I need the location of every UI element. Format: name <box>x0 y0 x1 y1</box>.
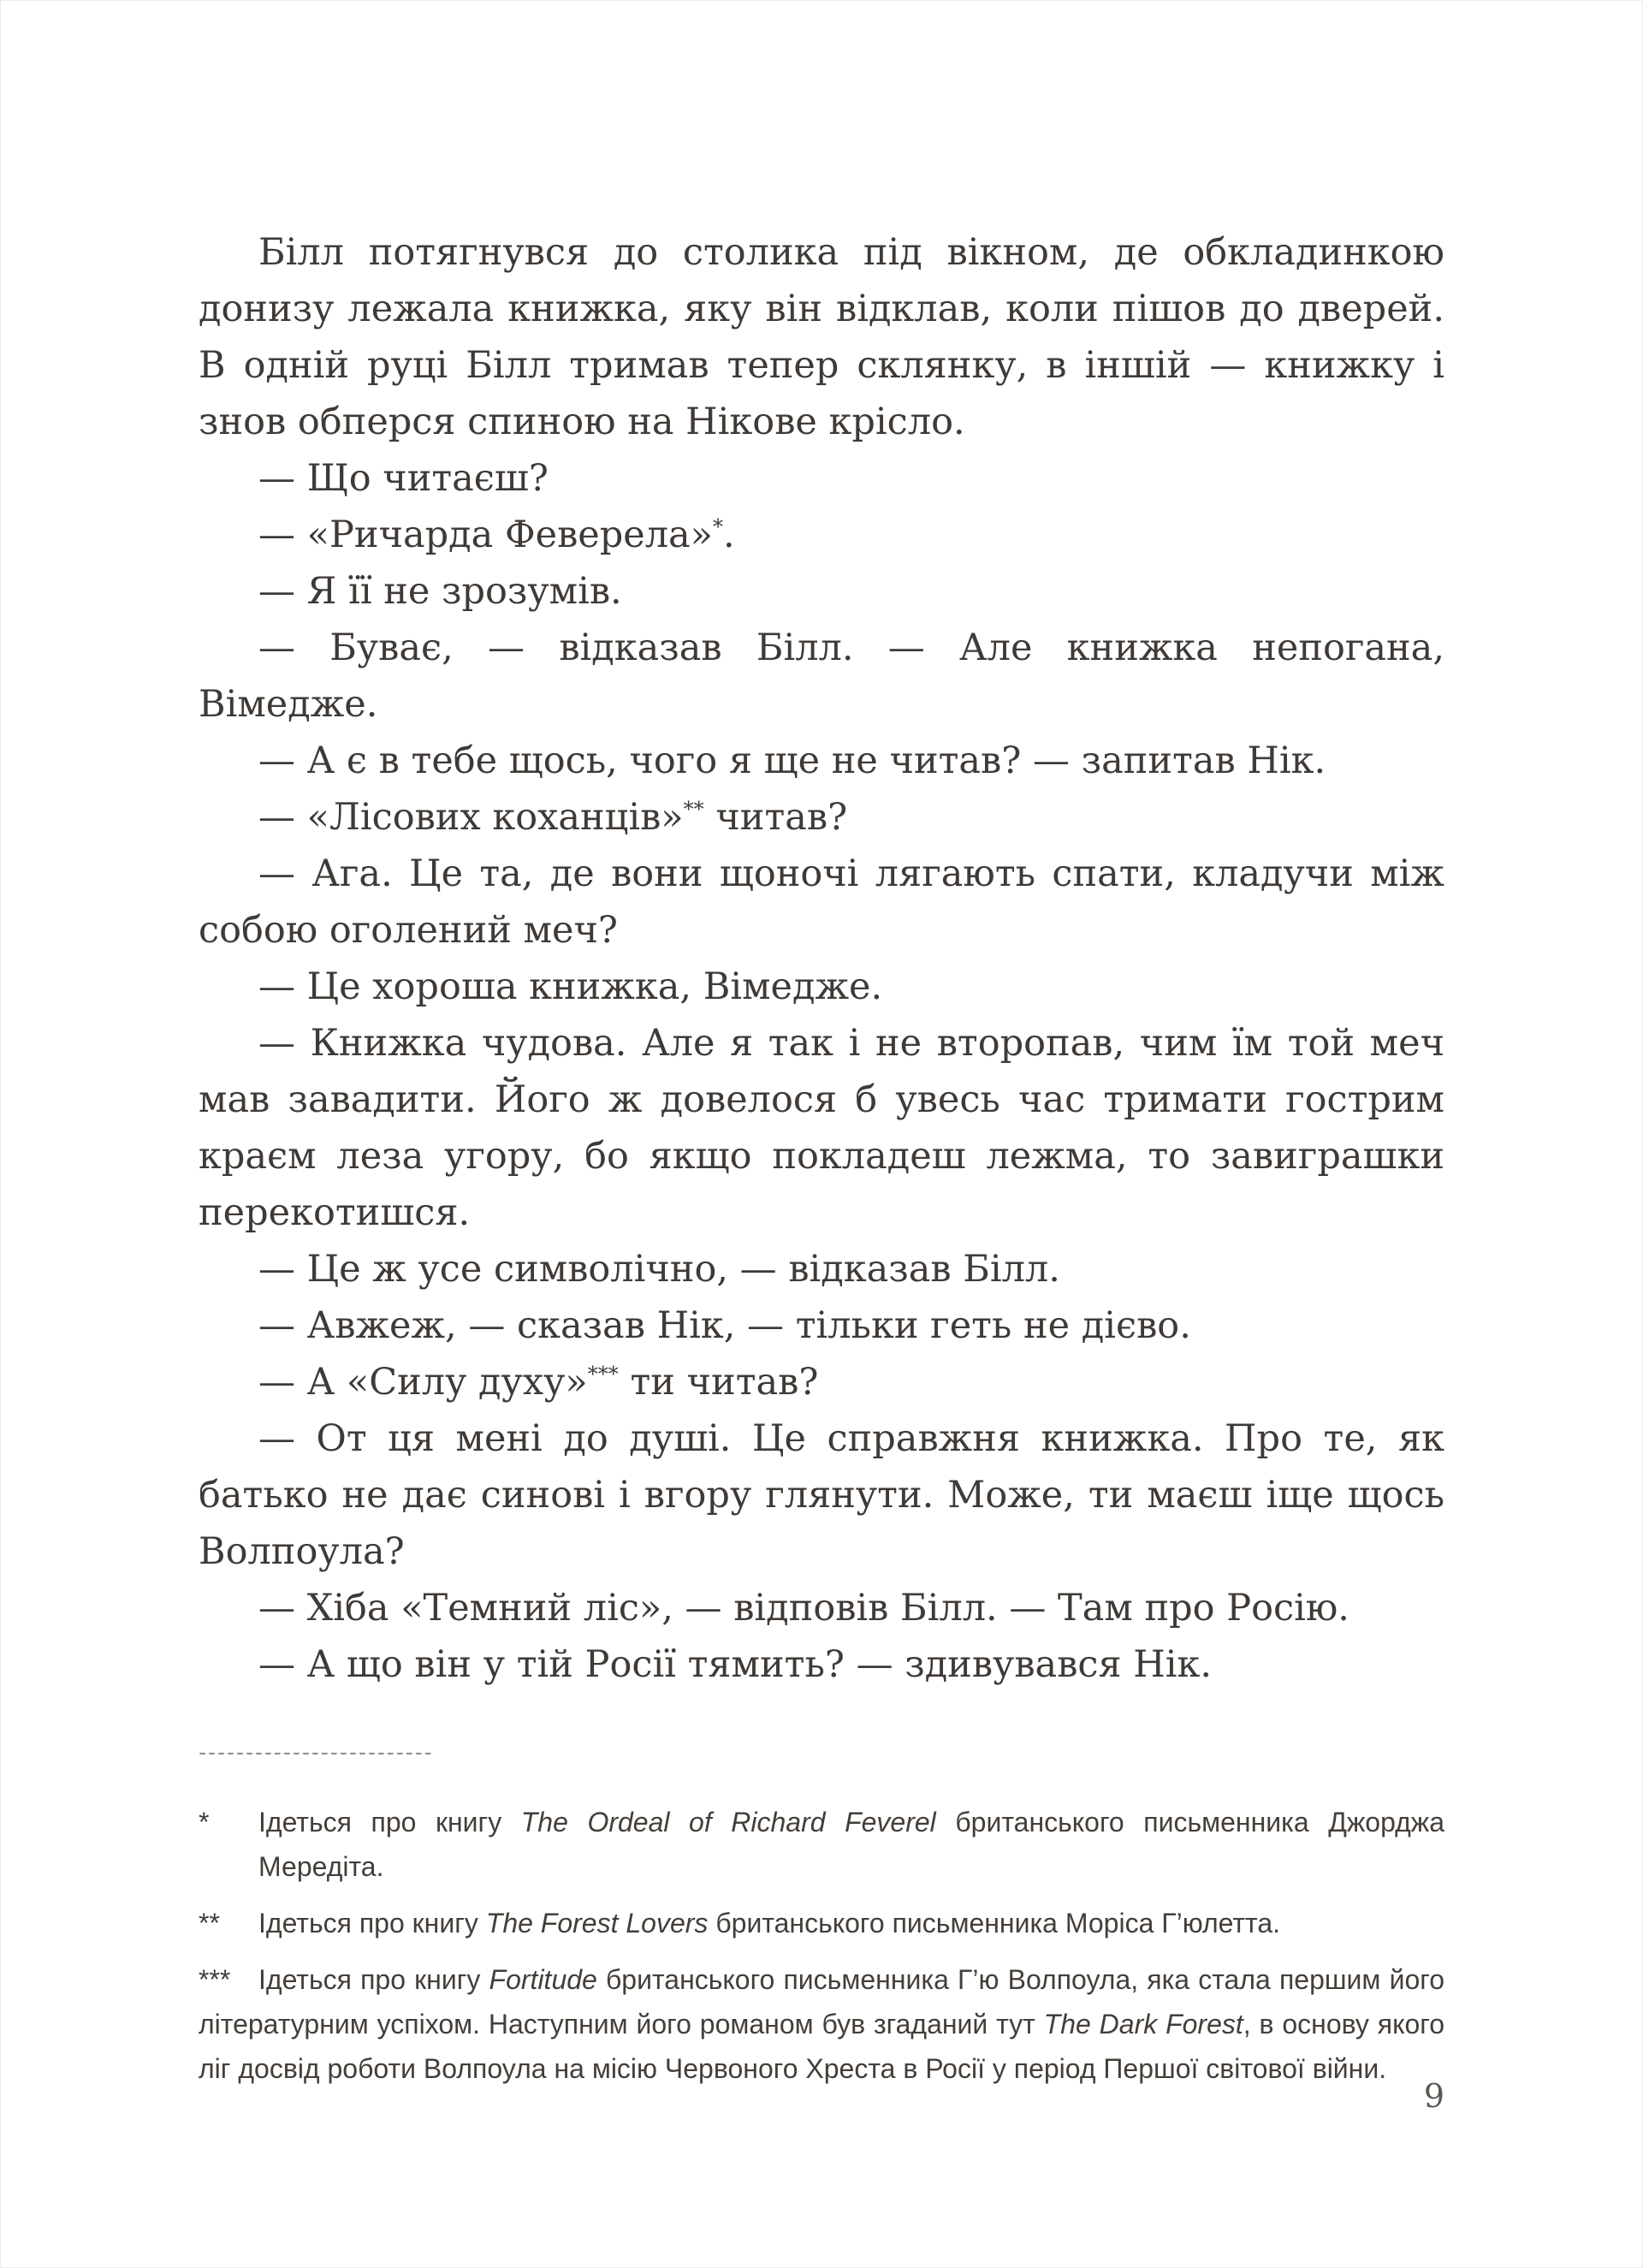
footnote-text: Ідеться про книгу Fortitude британського письменника Г’ю Волпоула, яка стала першим його літературним успіхом. Наступним його романом був згаданий тут The Dark Forest, в основу якого ліг досвід роботи Волпоула на місію Червоного Хреста в Росії у період Першої світової війни. <box>199 1964 1445 2084</box>
paragraph: — «Ричарда Феверела»*. <box>258 514 735 556</box>
paragraph: — Ага. Це та, де вони щоночі лягають спати, кладучи між собою оголений меч? <box>199 852 1444 952</box>
book-title: Fortitude <box>489 1964 597 1995</box>
book-title: The Dark Forest <box>1043 2009 1243 2039</box>
page-number: 9 <box>1423 2077 1444 2115</box>
paragraph: — Це хороша книжка, Вімедже. <box>258 965 883 1008</box>
footnote-ref: ** <box>683 797 704 822</box>
page-content <box>199 224 1444 2103</box>
paragraph: — Я її не зрозумів. <box>258 570 622 613</box>
footnote-marker: * <box>199 1807 210 1838</box>
paragraph: — А що він у тій Росії тямить? — здивувався Нік. <box>258 1643 1213 1686</box>
paragraph: — Буває, — відказав Білл. — Але книжка непогана, Вімедже. <box>199 626 1444 726</box>
footnote-text: Ідеться про книгу The Ordeal of Richard Feverel британського письменника Джорджа Мередіта. <box>258 1807 1445 1882</box>
footnote-ref: *** <box>587 1362 619 1386</box>
book-title: The Ordeal of Richard Feverel <box>520 1807 936 1838</box>
paragraph: — «Лісових коханців»** читав? <box>258 796 848 839</box>
paragraph: — Книжка чудова. Але я так і не второпав, чим їм той меч мав завадити. Його ж довелося б увесь час тримати гострим краєм леза угору, бо якщо покладеш лежма, то завиграшки перекотишся. <box>199 1022 1444 1234</box>
footnotes-section <box>199 1800 1444 2091</box>
paragraph: — А «Силу духу»*** ти читав? <box>258 1361 819 1404</box>
footnote <box>199 1957 1444 2091</box>
footnote-ref: * <box>712 514 724 539</box>
paragraph: — Це ж усе символічно, — відказав Білл. <box>258 1248 1060 1291</box>
paragraph: — Хіба «Темний ліс», — відповів Білл. — Там про Росію. <box>258 1587 1349 1630</box>
paragraph: — От ця мені до душі. Це справжня книжка. Про те, як батько не дає синові і вгору глянути. Може, ти маєш іще щось Волпоула? <box>199 1417 1444 1573</box>
footnote-text: Ідеться про книгу The Forest Lovers британського письменника Моріса Г’юлетта. <box>258 1908 1281 1938</box>
footnote-separator: ------------------------- <box>199 1739 434 1765</box>
footnote <box>199 1901 1444 1945</box>
footnote-marker: ** <box>199 1908 220 1938</box>
book-title: The Forest Lovers <box>485 1908 709 1938</box>
paragraph: — Авжеж, — сказав Нік, — тільки геть не дієво. <box>258 1304 1191 1347</box>
footnote <box>199 1800 1444 1889</box>
paragraph: Білл потягнувся до столика під вікном, де обкладинкою донизу лежала книжка, яку він відклав, коли пішов до дверей. В одній руці Білл тримав тепер склянку, в іншій — книжку і знов обперся спиною на Нікове крісло. <box>199 231 1444 443</box>
paragraph: — А є в тебе щось, чого я ще не читав? — запитав Нік. <box>258 739 1326 782</box>
body-text <box>199 224 1444 1693</box>
footnote-marker: *** <box>199 1964 231 1995</box>
paragraph: — Що читаєш? <box>258 457 549 500</box>
